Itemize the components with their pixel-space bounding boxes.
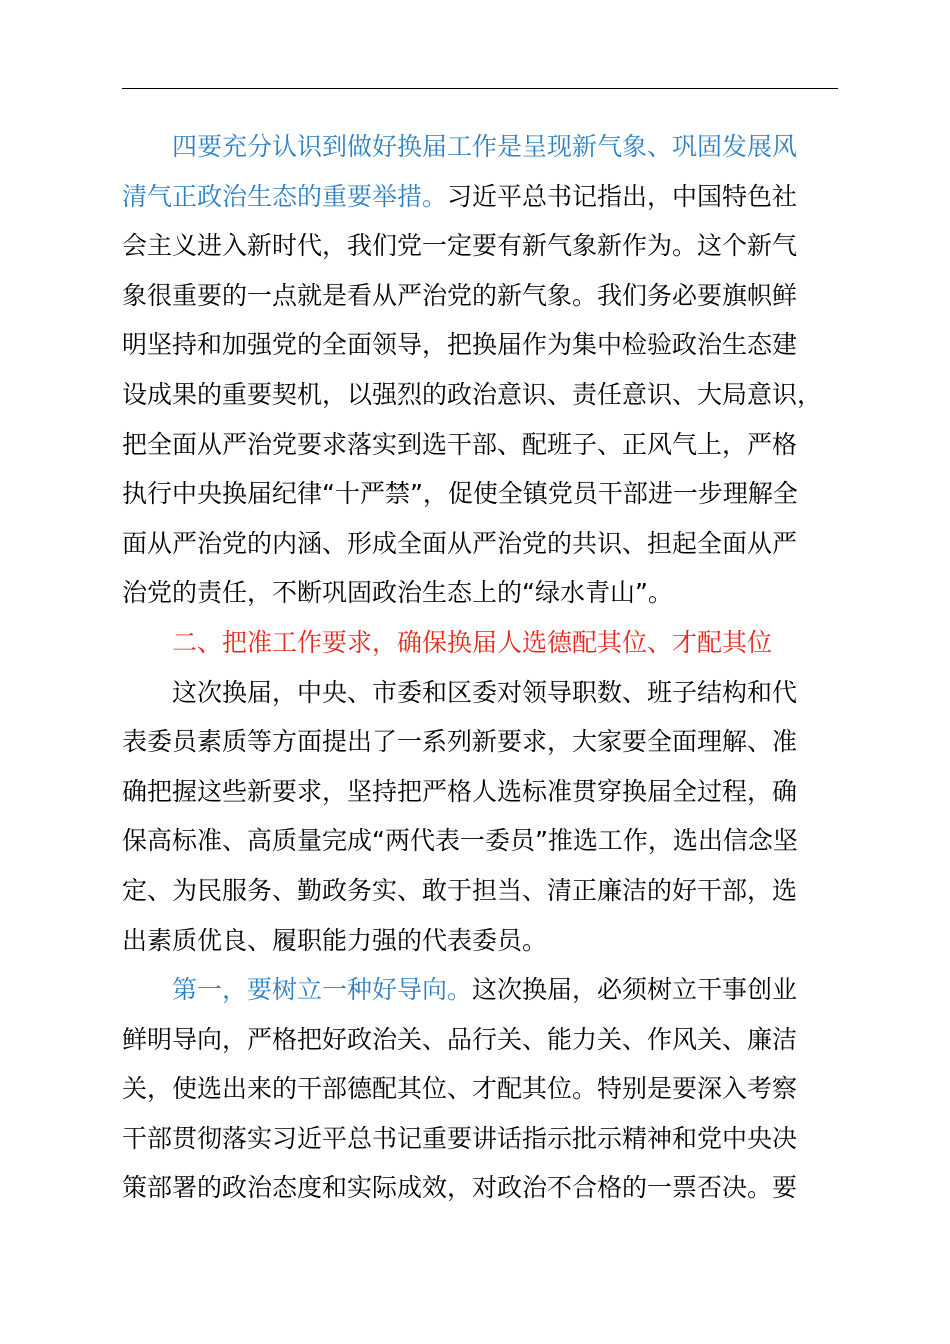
paragraph-fourth-requirement (122, 122, 842, 618)
text-line: 象很重要的一点就是看从严治党的新气象。我们务必要旗帜鲜 (122, 280, 798, 310)
text-line: 关，使选出来的干部德配其位、才配其位。特别是要深入考察 (122, 1074, 798, 1104)
text-line: 这次换届，中央、市委和区委对领导职数、班子结构和代 (172, 677, 798, 707)
text-line: 表委员素质等方面提出了一系列新要求，大家要全面理解、准 (122, 727, 798, 757)
paragraph-lead-emphasis: 第一，要树立一种好导向。 (172, 975, 473, 1005)
text-line: 治党的责任，不断巩固政治生态上的“绿水青山”。 (122, 578, 673, 608)
text-line: 干部贯彻落实习近平总书记重要讲话指示批示精神和党中央决 (122, 1123, 798, 1153)
text-line: 会主义进入新时代，我们党一定要有新气象新作为。这个新气 (122, 231, 798, 261)
text-line: 明坚持和加强党的全面领导，把换届作为集中检验政治生态建 (122, 330, 798, 360)
text-line: 执行中央换届纪律“十严禁”，促使全镇党员干部进一步理解全 (122, 479, 798, 509)
text-line (122, 172, 842, 222)
paragraph-lead-emphasis: 四要充分认识到做好换届工作是呈现新气象、巩固发展风 (172, 132, 798, 161)
text-line (122, 965, 842, 1015)
text-line: 把全面从严治党要求落实到选干部、配班子、正风气上，严格 (122, 429, 798, 459)
paragraph-first-point (122, 965, 842, 1213)
text-line: 出素质优良、履职能力强的代表委员。 (122, 925, 548, 955)
text-line: 面从严治党的内涵、形成全面从严治党的共识、担起全面从严 (122, 528, 798, 558)
paragraph-section-intro (122, 668, 842, 966)
text-line: 策部署的政治态度和实际成效，对政治不合格的一票否决。要 (122, 1173, 798, 1203)
text-segment: 习近平总书记指出，中国特色社 (447, 181, 798, 211)
text-line: 保高标准、高质量完成“两代表一委员”推选工作，选出信念坚 (122, 826, 798, 856)
text-line: 设成果的重要契机，以强烈的政治意识、责任意识、大局意识， (122, 379, 823, 409)
text-segment: 这次换届，必须树立干事创业 (472, 975, 798, 1005)
text-line: 确把握这些新要求，坚持把严格人选标准贯穿换届全过程，确 (122, 776, 798, 806)
document-body (122, 122, 842, 1213)
text-line: 鲜明导向，严格把好政治关、品行关、能力关、作风关、廉洁 (122, 1024, 798, 1054)
header-rule (122, 88, 838, 89)
paragraph-lead-emphasis: 清气正政治生态的重要举措。 (122, 181, 448, 211)
section-heading: 二、把准工作要求，确保换届人选德配其位、才配其位 (172, 627, 773, 657)
text-line: 定、为民服务、勤政务实、敢于担当、清正廉洁的好干部，选 (122, 875, 798, 905)
